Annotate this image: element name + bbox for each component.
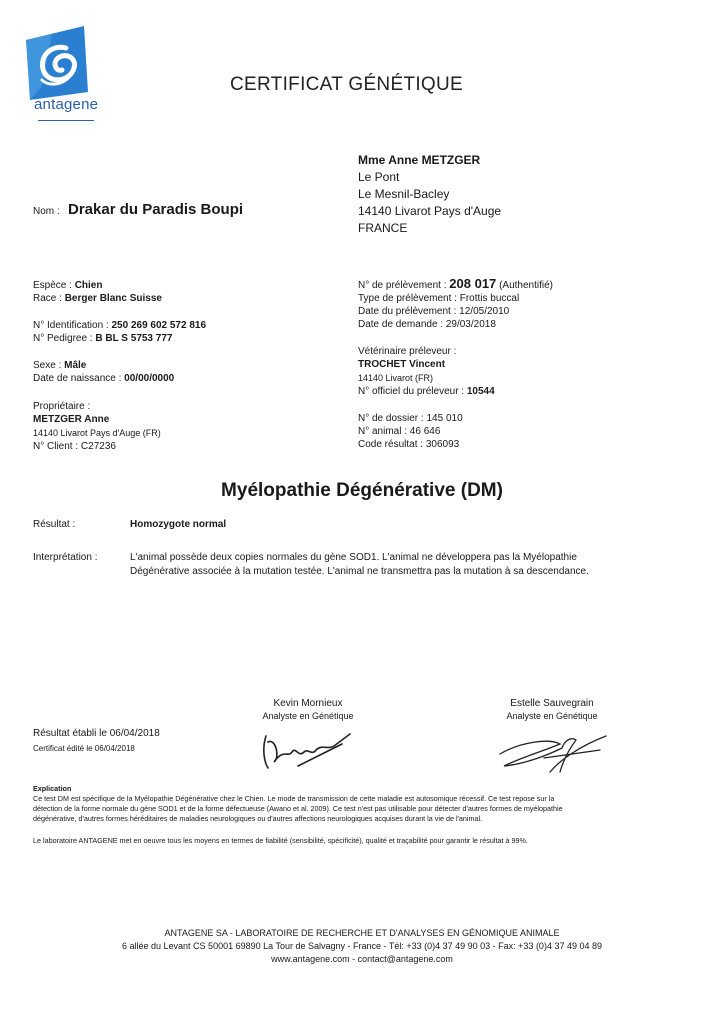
sex-row bbox=[33, 360, 86, 371]
address-country: FRANCE bbox=[358, 221, 408, 235]
identification-row bbox=[33, 320, 206, 331]
dossier-label: N° de dossier : bbox=[358, 413, 424, 424]
birthdate-row bbox=[33, 373, 174, 384]
client-value: C27236 bbox=[80, 441, 116, 452]
animal-number-value: 46 646 bbox=[409, 426, 441, 437]
sample-number-label: N° de prélèvement : bbox=[358, 280, 447, 291]
vet-label: Vétérinaire préleveur : bbox=[358, 346, 457, 357]
sample-type-value: Frottis buccal bbox=[459, 293, 520, 304]
explanation-line4: Le laboratoire ANTAGENE met en oeuvre tous les moyens en termes de fiabilité (sensibilité, spécificité), qualité et traçabilité pour garantir le résultat à 99%. bbox=[33, 836, 528, 845]
footer-address: 6 allée du Levant CS 50001 69890 La Tour de Salvagny - France - Tél: +33 (0)4 37 49 90 03 - Fax: +33 (0)4 37 49 04 89 bbox=[122, 941, 602, 951]
breed-value: Berger Blanc Suisse bbox=[64, 293, 162, 304]
certificate-edited-date: Certificat édité le 06/04/2018 bbox=[33, 744, 135, 753]
birthdate-value: 00/00/0000 bbox=[124, 373, 175, 384]
vet-city: 14140 Livarot (FR) bbox=[358, 373, 434, 383]
result-established-date: Résultat établi le 06/04/2018 bbox=[33, 728, 160, 739]
request-date-label: Date de demande : bbox=[358, 319, 444, 330]
footer-lab: ANTAGENE SA - LABORATOIRE DE RECHERCHE ET D'ANALYSES EN GÉNOMIQUE ANIMALE bbox=[164, 928, 560, 938]
name-label: Nom : bbox=[33, 206, 60, 217]
result-value: Homozygote normal bbox=[130, 519, 227, 530]
dossier-value: 145 010 bbox=[426, 413, 463, 424]
sample-type-label: Type de prélèvement : bbox=[358, 293, 457, 304]
result-label: Résultat : bbox=[33, 519, 76, 530]
client-row bbox=[33, 441, 116, 452]
species-label: Espèce : bbox=[33, 280, 72, 291]
owner-label: Propriétaire : bbox=[33, 401, 91, 412]
result-code-value: 306093 bbox=[425, 439, 460, 450]
signature-left-icon bbox=[258, 728, 358, 776]
identification-value: 250 269 602 572 816 bbox=[111, 320, 207, 331]
birthdate-label: Date de naissance : bbox=[33, 373, 122, 384]
owner-name: METZGER Anne bbox=[33, 414, 110, 425]
animal-number-row bbox=[358, 426, 440, 437]
breed-row bbox=[33, 293, 162, 304]
vet-name: TROCHET Vincent bbox=[358, 359, 446, 370]
explanation-line2: détection de la forme normale du gène SOD1 et de la forme défectueuse (Awano et al. 2009). Ce test n'est pas utilisable pour détecter d'autres formes de myélopathie bbox=[33, 804, 563, 813]
vet-official-label: N° officiel du préleveur : bbox=[358, 386, 465, 397]
pedigree-label: N° Pedigree : bbox=[33, 333, 93, 344]
address-line2: Le Mesnil-Bacley bbox=[358, 187, 450, 201]
signatory-left-name: Kevin Mornieux bbox=[273, 698, 343, 709]
request-date-value: 29/03/2018 bbox=[445, 319, 496, 330]
dossier-row bbox=[358, 413, 463, 424]
authenticated-note: (Authentifié) bbox=[499, 280, 553, 291]
sample-number-row bbox=[358, 276, 553, 291]
logo-wordmark: antagene bbox=[34, 96, 99, 113]
sample-date-value: 12/05/2010 bbox=[459, 306, 510, 317]
vet-official-value: 10544 bbox=[466, 386, 495, 397]
species-row bbox=[33, 280, 102, 291]
sample-date-row bbox=[358, 306, 509, 317]
request-date-row bbox=[358, 319, 496, 330]
logo-underline bbox=[38, 120, 94, 121]
breed-label: Race : bbox=[33, 293, 62, 304]
result-code-label: Code résultat : bbox=[358, 439, 424, 450]
identification-label: N° Identification : bbox=[33, 320, 109, 331]
explanation-line3: dégénérative, d'autres formes héréditaires de maladies neurologiques ou d'autres affections neurologiques acquises durant la vie de l'animal. bbox=[33, 814, 483, 823]
animal-number-label: N° animal : bbox=[358, 426, 408, 437]
footer-contact: www.antagene.com - contact@antagene.com bbox=[271, 954, 453, 964]
sex-label: Sexe : bbox=[33, 360, 62, 371]
vet-official-row bbox=[358, 386, 495, 397]
sample-date-label: Date du prélèvement : bbox=[358, 306, 457, 317]
interpretation-line2: Dégénérative associée à la mutation testée. L'animal ne transmettra pas la mutation à sa descendance. bbox=[130, 566, 589, 577]
pedigree-value: B BL S 5753 777 bbox=[95, 333, 173, 344]
interpretation-line1: L'animal possède deux copies normales du gène SOD1. L'animal ne développera pas la Myélopathie bbox=[130, 552, 577, 563]
test-title: Myélopathie Dégénérative (DM) bbox=[221, 480, 503, 501]
result-code-row bbox=[358, 439, 459, 450]
client-label: N° Client : bbox=[33, 441, 79, 452]
explanation-title: Explication bbox=[33, 784, 72, 793]
signatory-left-role: Analyste en Génétique bbox=[262, 711, 354, 721]
explanation-line1: Ce test DM est spécifique de la Myélopathie Dégénérative chez le Chien. Le mode de transmission de cette maladie est autosomique récessif. Ce test repose sur la bbox=[33, 794, 555, 803]
signatory-right-role: Analyste en Génétique bbox=[506, 711, 598, 721]
signature-right-icon bbox=[490, 724, 610, 780]
pedigree-row bbox=[33, 333, 172, 344]
address-line1: Le Pont bbox=[358, 170, 400, 184]
species-value: Chien bbox=[74, 280, 103, 291]
animal-name: Drakar du Paradis Boupi bbox=[68, 201, 244, 218]
sample-type-row bbox=[358, 293, 519, 304]
sex-value: Mâle bbox=[64, 360, 87, 371]
owner-city: 14140 Livarot Pays d'Auge (FR) bbox=[33, 428, 161, 438]
interpretation-label: Interprétation : bbox=[33, 552, 98, 563]
address-name: Mme Anne METZGER bbox=[358, 153, 481, 167]
document-title: CERTIFICAT GÉNÉTIQUE bbox=[230, 74, 463, 95]
sample-number-value: 208 017 bbox=[449, 276, 497, 291]
signatory-right-name: Estelle Sauvegrain bbox=[510, 698, 594, 709]
address-line3: 14140 Livarot Pays d'Auge bbox=[358, 204, 502, 218]
